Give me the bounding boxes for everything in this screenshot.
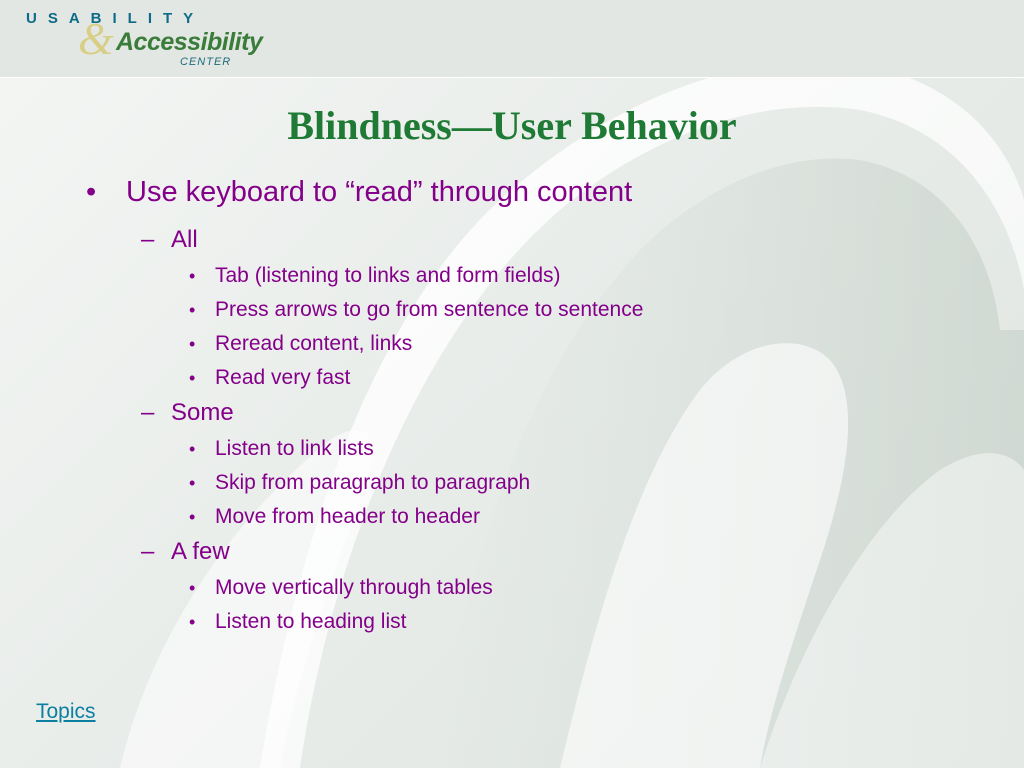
bullet-level3-item xyxy=(189,575,493,601)
bullet-level3-item xyxy=(189,609,407,635)
topics-link[interactable]: Topics xyxy=(36,700,96,723)
bullet-text: Listen to heading list xyxy=(215,610,407,633)
bullet-level3-item xyxy=(189,263,561,289)
group-label-item xyxy=(141,226,198,254)
bullet-icon: • xyxy=(189,334,196,354)
bullet-level3-item xyxy=(189,365,351,391)
bullet-icon: • xyxy=(189,368,196,388)
bullet-text: Reread content, links xyxy=(215,332,413,355)
bullet-text: Press arrows to go from sentence to sentence xyxy=(215,298,644,321)
bullet-icon: • xyxy=(189,578,196,598)
logo-usability-text: USABILITY xyxy=(26,10,205,27)
group-label-item xyxy=(141,538,230,566)
bullet-text: Move vertically through tables xyxy=(215,576,493,599)
slide-title: Blindness—User Behavior xyxy=(287,103,737,148)
bullet-icon: • xyxy=(189,612,196,632)
bullet-level3-item xyxy=(189,504,480,530)
group-label-text: All xyxy=(171,226,198,253)
bullet-level3-item xyxy=(189,436,374,462)
bullet-text: Listen to link lists xyxy=(215,437,374,460)
group-label-text: Some xyxy=(171,399,234,426)
dash-icon: – xyxy=(141,538,155,565)
bullet-icon: • xyxy=(189,266,196,286)
group-label-item xyxy=(141,399,234,427)
bullet-level3-item xyxy=(189,331,413,357)
logo-accessibility-text: Accessibility xyxy=(116,28,263,56)
dash-icon: – xyxy=(141,399,155,426)
bullet-icon: • xyxy=(189,300,196,320)
bullet-icon: • xyxy=(189,473,196,493)
dash-icon: – xyxy=(141,226,155,253)
logo-center-text: CENTER xyxy=(180,56,232,68)
bullet-icon: • xyxy=(86,176,97,208)
logo-ampersand: & xyxy=(78,13,114,64)
bullet-icon: • xyxy=(189,507,196,527)
bullet-text: Move from header to header xyxy=(215,505,480,528)
bullet-level3-item xyxy=(189,297,644,323)
bullet-level1-item xyxy=(86,175,633,209)
bullet-icon: • xyxy=(189,439,196,459)
bullet-text: Read very fast xyxy=(215,366,351,389)
bullet-text: Tab (listening to links and form fields) xyxy=(215,264,561,287)
bullet-level3-item xyxy=(189,470,531,496)
bullet-text: Skip from paragraph to paragraph xyxy=(215,471,531,494)
bullet-text: Use keyboard to “read” through content xyxy=(126,176,633,208)
group-label-text: A few xyxy=(171,538,230,565)
